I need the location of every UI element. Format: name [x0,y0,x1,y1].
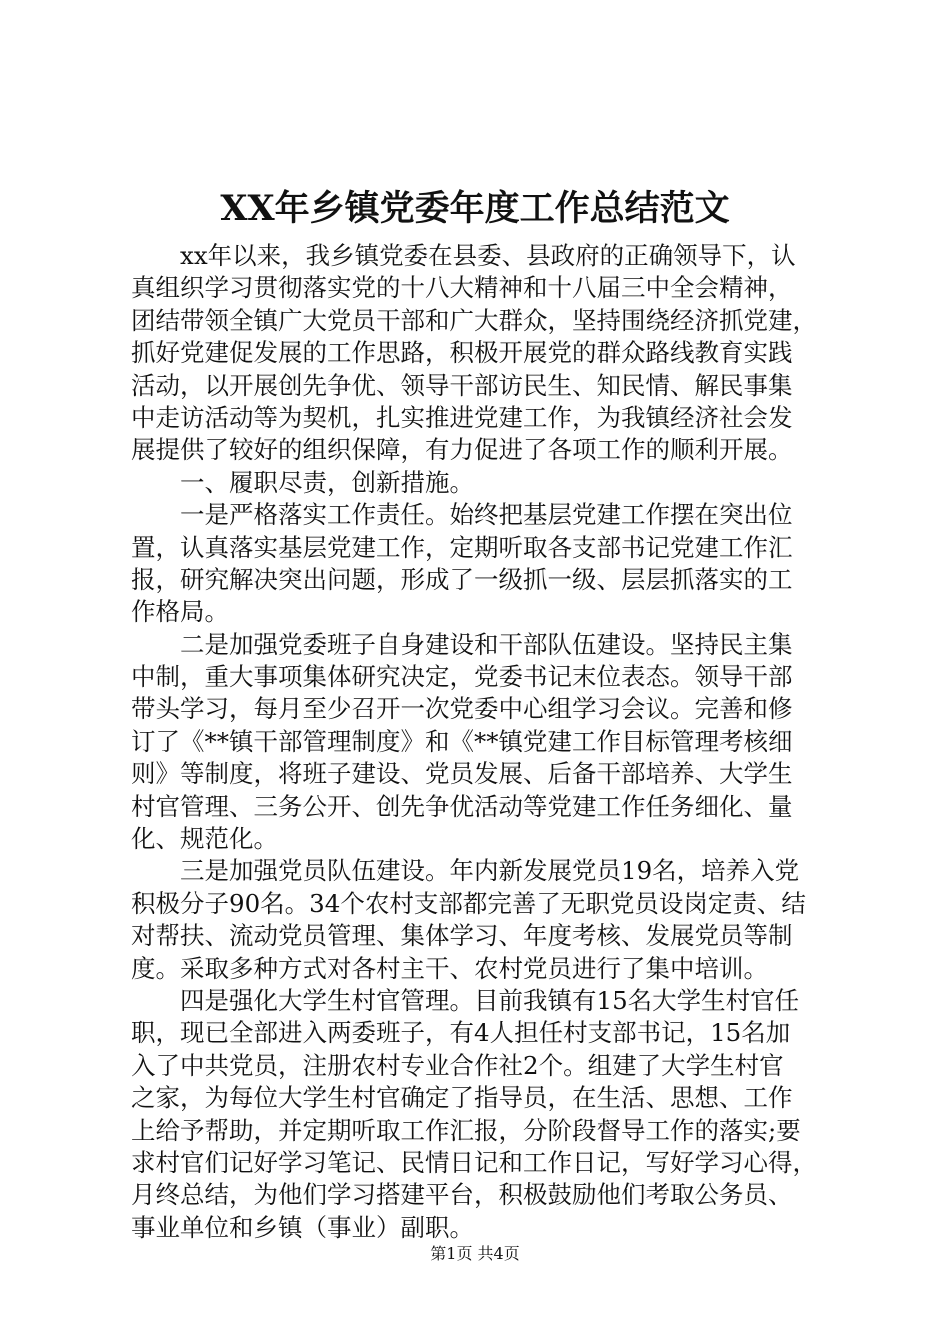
paragraph-3-line-1: 二是加强党委班子自身建设和干部队伍建设。坚持民主集 [180,629,793,659]
paragraph-4-line-3: 对帮扶、流动党员管理、集体学习、年度考核、发展党员等制 [131,921,793,951]
section-heading: 一、履职尽责，创新措施。 [180,467,474,497]
document-body [131,240,836,1244]
paragraph-4-line-1: 三是加强党员队伍建设。年内新发展党员19名，培养入党 [180,856,800,886]
paragraph-5-line-8: 事业单位和乡镇（事业）副职。 [131,1212,474,1242]
paragraph-5-line-7: 月终总结，为他们学习搭建平台，积极鼓励他们考取公务员、 [131,1180,793,1210]
paragraph-3-line-4: 订了《**镇干部管理制度》和《**镇党建工作目标管理考核细 [131,726,793,756]
paragraph-4-line-4: 度。采取多种方式对各村主干、农村党员进行了集中培训。 [131,953,768,983]
paragraph-5-line-1: 四是强化大学生村官管理。目前我镇有15名大学生村官任 [180,985,800,1015]
paragraph-3-line-2: 中制，重大事项集体研究决定，党委书记末位表态。领导干部 [131,662,793,692]
paragraph-5-line-5: 上给予帮助，并定期听取工作汇报，分阶段督导工作的落实;要 [131,1115,801,1145]
document-title: XX年乡镇党委年度工作总结范文 [220,188,730,229]
paragraph-5-line-3: 入了中共党员，注册农村专业合作社2个。组建了大学生村官 [131,1050,784,1080]
paragraph-3-line-5: 则》等制度，将班子建设、党员发展、后备干部培养、大学生 [131,759,793,789]
paragraph-1-line-3: 团结带领全镇广大党员干部和广大群众，坚持围绕经济抓党建， [131,305,817,335]
paragraph-1-line-5: 活动，以开展创先争优、领导干部访民生、知民情、解民事集 [131,370,793,400]
paragraph-1-line-2: 真组织学习贯彻落实党的十八大精神和十八届三中全会精神， [131,273,793,303]
paragraph-2-line-4: 作格局。 [131,597,229,627]
paragraph-3-line-6: 村官管理、三务公开、创先争优活动等党建工作任务细化、量 [131,791,793,821]
paragraph-4-line-2: 积极分子90名。34个农村支部都完善了无职党员设岗定责、结 [131,888,806,918]
paragraph-2-line-1: 一是严格落实工作责任。始终把基层党建工作摆在突出位 [180,500,793,530]
paragraph-1-line-6: 中走访活动等为契机，扎实推进党建工作，为我镇经济社会发 [131,402,793,432]
paragraph-5-line-4: 之家，为每位大学生村官确定了指导员，在生活、思想、工作 [131,1083,793,1113]
paragraph-1-line-7: 展提供了较好的组织保障，有力促进了各项工作的顺利开展。 [131,435,793,465]
paragraph-1-line-1: xx年以来，我乡镇党委在县委、县政府的正确领导下，认 [180,241,796,270]
paragraph-5-line-2: 职，现已全部进入两委班子，有4人担任村支部书记，15名加 [131,1018,791,1048]
paragraph-3-line-3: 带头学习，每月至少召开一次党委中心组学习会议。完善和修 [131,694,793,724]
paragraph-2-line-3: 报，研究解决突出问题，形成了一级抓一级、层层抓落实的工 [131,564,793,594]
page-number: 第1页 共4页 [430,1244,520,1263]
paragraph-3-line-7: 化、规范化。 [131,824,278,854]
paragraph-2-line-2: 置，认真落实基层党建工作，定期听取各支部书记党建工作汇 [131,532,793,562]
paragraph-5-line-6: 求村官们记好学习笔记、民情日记和工作日记，写好学习心得， [131,1147,817,1177]
paragraph-1-line-4: 抓好党建促发展的工作思路，积极开展党的群众路线教育实践 [131,338,793,368]
